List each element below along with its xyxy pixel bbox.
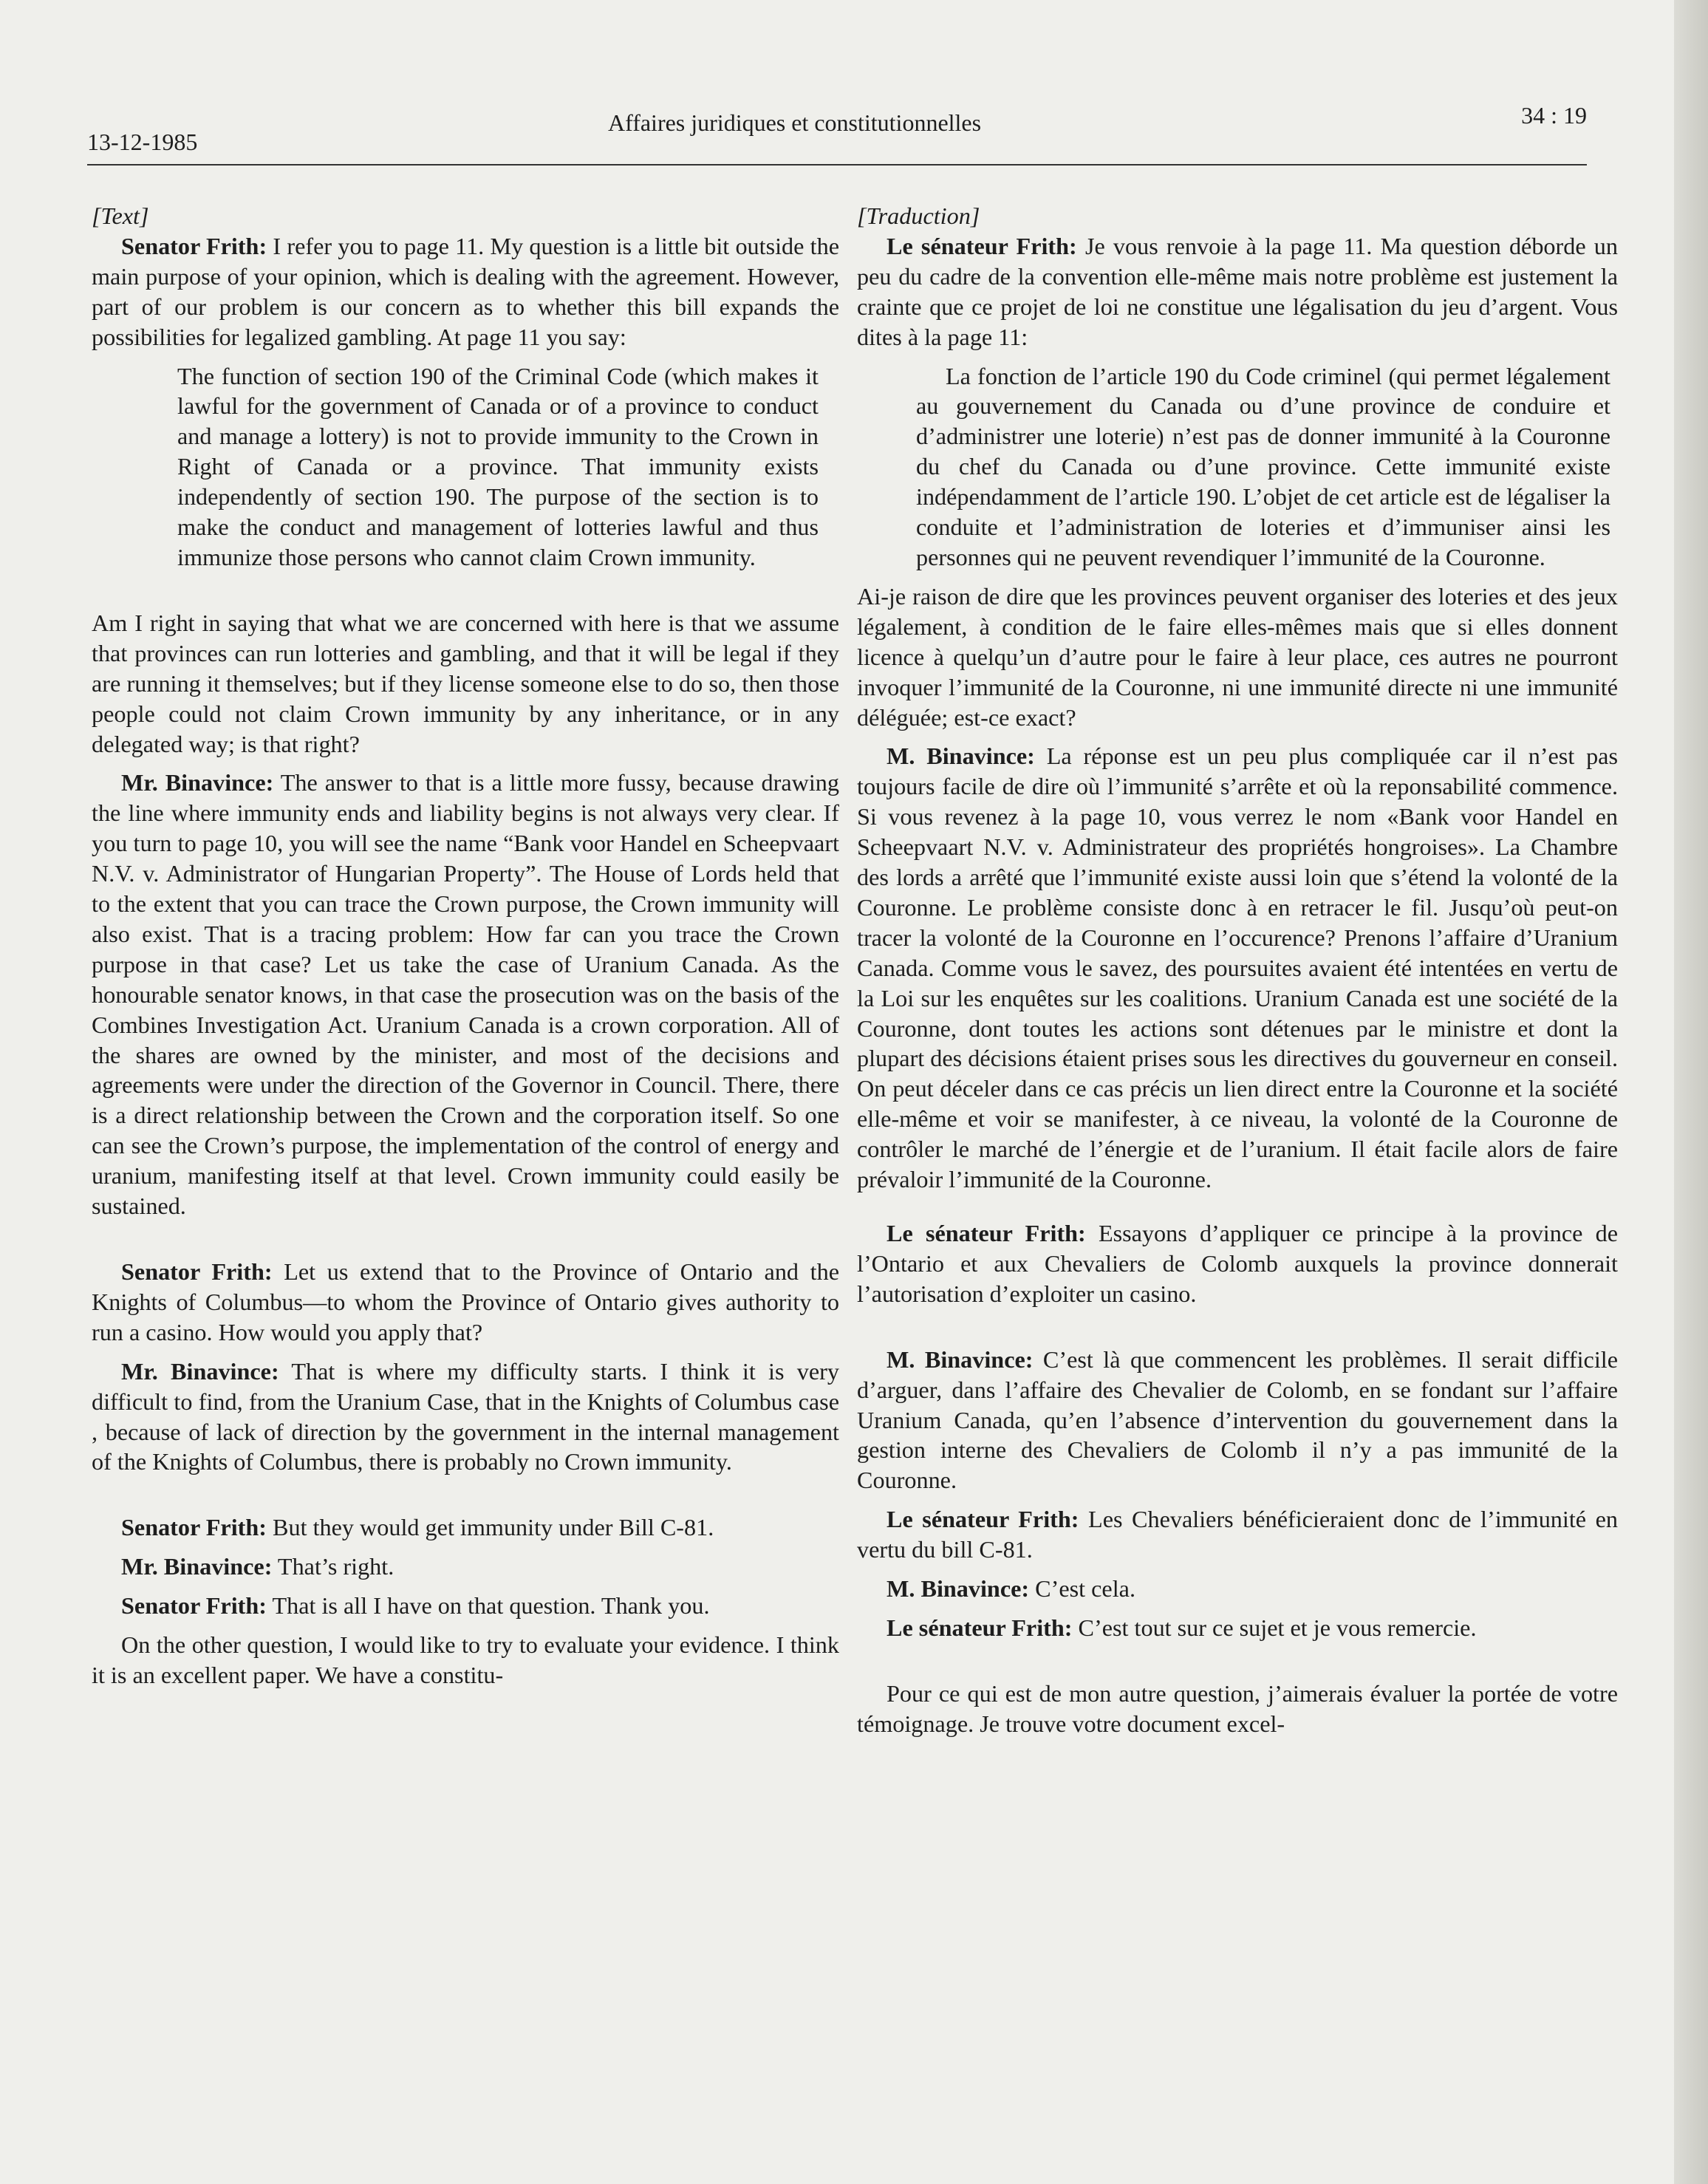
paragraph (857, 1345, 1618, 1496)
paragraph-text: Je vous renvoie à la page 11. Ma question déborde un peu du cadre de la convention elle-même mais notre problème est justement la crainte que ce projet de loi ne constitue une légalisation du jeu d’argent. Vous dites à la page 11: (857, 232, 1618, 350)
paragraph (92, 231, 839, 352)
paragraph-text: La réponse est un peu plus compliquée car il n’est pas toujours facile de dire où l’immunité s’arrête et où la reponsabilité commence. Si vous revenez à la page 10, vous verrez le nom «Bank voor Handel en Scheepvaart N.V. v. Administrateur des propriétés hongroises». La Chambre des lords a arrêté que l’immunité existe aussi loin que s’étend la volonté de la Couronne. Le problème consiste donc à en retracer le fil. Jusqu’où peut-on tracer la volonté de la Couronne en l’occurence? Prenons l’affaire d’Uranium Canada. Comme vous le savez, des poursuites avaient été intentées en vertu de la Loi sur les enquêtes sur les coalitions. Uranium Canada est une société de la Couronne, dont toutes les actions sont détenues par le ministre et dont la plupart des décisions étaient prises sous les directives du gouverneur en conseil. On peut déceler dans ce cas précis un lien direct entre la Couronne et la société elle-même et voir se manifester, à ce niveau, la volonté de la Couronne de contrôler le marché de l’énergie et de l’uranium. Il était facile alors de faire prévaloir l’immunité de la Couronne. (857, 743, 1618, 1193)
speaker-name: Mr. Binavince: (121, 1357, 279, 1385)
speaker-name: Le sénateur Frith: (887, 232, 1077, 259)
header-date: 13-12-1985 (87, 129, 198, 155)
paragraph (857, 741, 1618, 1195)
paragraph (92, 1552, 839, 1582)
paragraph-text: The answer to that is a little more fussy, because drawing the line where immunity ends and liability begins is not always very clear. If you turn to page 10, you will see the name “Bank voor Handel en Scheepvaart N.V. v. Administrator of Hungarian Property”. The House of Lords held that to the extent that you can trace the Crown purpose, the Crown immunity will also exist. That is a tracing problem: How far can you trace the Crown purpose in that case? Let us take the case of Uranium Canada. As the honourable senator knows, in that case the prosecution was on the basis of the Combines Investigation Act. Uranium Canada is a crown corporation. All of the shares are owned by the minister, and most of the decisions and agreements were under the direction of the Governor in Council. There, there is a direct relationship between the Crown and the corporation itself. So one can see the Crown’s purpose, the implementation of the control of energy and uranium, manifesting itself at that level. Crown immunity could easily be sustained. (92, 769, 839, 1220)
paragraph: Pour ce qui est de mon autre question, j’aimerais évaluer la portée de votre témoignage. Je trouve votre document excel- (857, 1679, 1618, 1737)
speaker-name: Mr. Binavince: (121, 1553, 273, 1580)
speaker-name: Senator Frith: (121, 232, 267, 259)
speaker-name: Le sénateur Frith: (887, 1506, 1079, 1533)
block-quote: La fonction de l’article 190 du Code criminel (qui permet légalement au gouvernement du Canada ou d’une province de conduire et d’administrer une loterie) n’est pas de donner immunité à la Couronne du chef du Canada ou d’une province. Cette immunité existe indépendamment de l’article 190. L’objet de cet article est de légaliser la conduite et l’administration de loteries et d’immuniser ainsi les personnes qui ne peuvent revendiquer l’immunité de la Couronne. (916, 362, 1610, 570)
speaker-name: Mr. Binavince: (121, 769, 274, 796)
right-column-french (857, 201, 1618, 1739)
paragraph (857, 1504, 1618, 1565)
header-page-number: 34 : 19 (1521, 102, 1587, 129)
paragraph (857, 231, 1618, 352)
speaker-name: Senator Frith: (121, 1514, 267, 1541)
speaker-name: M. Binavince: (887, 1575, 1030, 1603)
paragraph-text: Let us extend that to the Province of Ontario and the Knights of Columbus—to whom the Province of Ontario gives authority to run a casino. How would you apply that? (92, 1258, 839, 1345)
paragraph: On the other question, I would like to try to evaluate your evidence. I think it is an excellent paper. We have a constitu- (92, 1631, 839, 1688)
section-label-traduction: [Traduction] (857, 202, 980, 229)
paragraph-text: That is all I have on that question. Thank you. (266, 1592, 710, 1620)
paragraph (92, 1257, 839, 1348)
speaker-name: Le sénateur Frith: (887, 1614, 1073, 1641)
section-label-text: [Text] (92, 202, 149, 229)
speaker-name: Le sénateur Frith: (887, 1220, 1086, 1246)
paragraph-text: That is where my difficulty starts. I think it is very difficult to find, from the Uranium Case, that in the Knights of Columbus case , because of lack of direction by the government in the internal management of the Knights of Columbus, there is probably no Crown immunity. (92, 1357, 839, 1475)
paragraph-text: That’s right. (272, 1553, 394, 1580)
speaker-name: Senator Frith: (121, 1592, 267, 1620)
paragraph (92, 1357, 839, 1478)
paragraph (857, 1613, 1618, 1643)
paragraph (92, 1512, 839, 1543)
page-edge-shadow (1674, 0, 1708, 2184)
paragraph (857, 1574, 1618, 1604)
header-rule (87, 164, 1587, 165)
paragraph-text: C’est là que commencent les problèmes. Il serait difficile d’arguer, dans l’affaire des Chevalier de Colomb, en se fondant sur l’affaire Uranium Canada, qu’en l’absence d’intervention du gouvernement dans la gestion interne des Chevaliers de Colomb il n’y a pas immunité de la Couronne. (857, 1345, 1618, 1494)
paragraph: Ai-je raison de dire que les provinces peuvent organiser des loteries et des jeux légalement, à condition de le faire elles-mêmes mais que si elles donnent licence à quelqu’un d’autre pour le faire à leur place, ces autres ne pourront invoquer l’immunité de la Couronne, ni une immunité directe ni une immunité déléguée; est-ce exact? (857, 582, 1618, 731)
paragraph: Am I right in saying that what we are concerned with here is that we assume that provinces can run lotteries and gambling, and that it will be legal if they are running it themselves; but if they license someone else to do so, then those people could not claim Crown immunity by any inheritance, or in any delegated way; is that right? (92, 609, 839, 757)
speaker-name: M. Binavince: (887, 1345, 1034, 1373)
page-header (87, 102, 1587, 168)
paragraph-text: But they would get immunity under Bill C-81. (266, 1514, 714, 1541)
left-column-english (92, 201, 839, 1690)
paragraph-text: I refer you to page 11. My question is a little bit outside the main purpose of your opinion, which is dealing with the agreement. However, part of our problem is our concern as to whether this bill expands the possibilities for legalized gambling. At page 11 you say: (92, 232, 840, 350)
paragraph-text: C’est cela. (1029, 1575, 1135, 1603)
paragraph (857, 1218, 1618, 1309)
paragraph-text: Les Chevaliers bénéficieraient donc de l’immunité en vertu du bill C-81. (857, 1506, 1618, 1563)
speaker-name: M. Binavince: (887, 743, 1035, 770)
speaker-name: Senator Frith: (121, 1258, 273, 1285)
header-title: Affaires juridiques et constitutionnelles (608, 109, 982, 136)
block-quote: The function of section 190 of the Criminal Code (which makes it lawful for the government of Canada or of a province to conduct and manage a lottery) is not to provide immunity to the Crown in Right of Canada or a province. That immunity exists independently of section 190. The purpose of the section is to make the conduct and management of lotteries lawful and thus immunize those persons who cannot claim Crown immunity. (177, 362, 819, 570)
paragraph-text: Essayons d’appliquer ce principe à la province de l’Ontario et aux Chevaliers de Colomb auxquels la province donnerait l’autorisation d’exploiter un casino. (857, 1220, 1618, 1307)
paragraph (92, 768, 839, 1221)
paragraph-text: C’est tout sur ce sujet et je vous remercie. (1072, 1614, 1477, 1641)
paragraph (92, 1591, 839, 1621)
